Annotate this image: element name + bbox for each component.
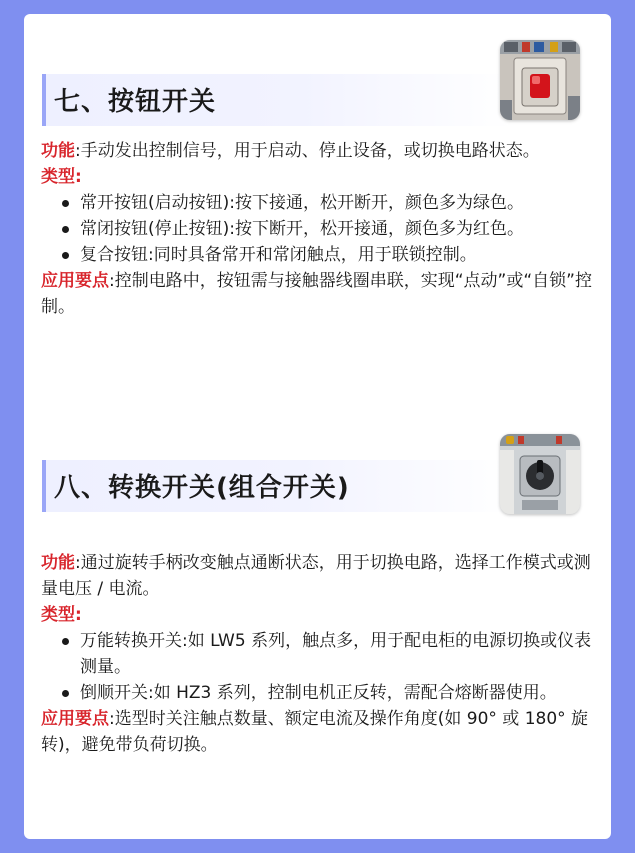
section-body [41,550,596,758]
function-label: 功能 [41,553,75,573]
application-paragraph [41,706,596,758]
function-paragraph [41,138,596,164]
rotary-switch-panel-icon [500,434,580,514]
types-heading: 类型: [41,605,82,625]
list-item: 常开按钮(启动按钮):按下接通，松开断开，颜色多为绿色。 [60,190,596,216]
types-list [41,190,596,268]
list-item: 常闭按钮(停止按钮):按下断开，松开接通，颜色多为红色。 [60,216,596,242]
application-text: :控制电路中，按钮需与接触器线圈串联，实现“点动”或“自锁”控制。 [41,271,592,317]
section-title: 七、按钮开关 [54,87,217,117]
list-item: 万能转换开关:如 LW5 系列，触点多，用于配电柜的电源切换或仪表测量。 [60,628,596,680]
function-label: 功能 [41,141,75,161]
application-text: :选型时关注触点数量、额定电流及操作角度(如 90° 或 180° 旋转)，避免带负荷切换。 [41,709,589,755]
red-pushbutton-photo [500,40,580,120]
section-title-banner [42,74,512,126]
red-pushbutton-panel-icon [500,40,580,120]
types-heading: 类型: [41,167,82,187]
types-list [41,628,596,706]
types-label: 类型 [41,605,75,625]
function-text: :通过旋转手柄改变触点通断状态，用于切换电路，选择工作模式或测量电压 / 电流。 [41,553,591,599]
rotary-switch-photo [500,434,580,514]
section-title-banner [42,460,512,512]
function-text: :手动发出控制信号，用于启动、停止设备，或切换电路状态。 [75,141,540,161]
application-label: 应用要点 [41,271,109,291]
application-label: 应用要点 [41,709,109,729]
function-paragraph [41,550,596,602]
list-item: 复合按钮:同时具备常开和常闭触点，用于联锁控制。 [60,242,596,268]
content-card [24,14,611,839]
list-item: 倒顺开关:如 HZ3 系列，控制电机正反转，需配合熔断器使用。 [60,680,596,706]
section-body [41,138,596,320]
types-label: 类型 [41,167,75,187]
section-title: 八、转换开关(组合开关) [54,473,350,503]
application-paragraph [41,268,596,320]
